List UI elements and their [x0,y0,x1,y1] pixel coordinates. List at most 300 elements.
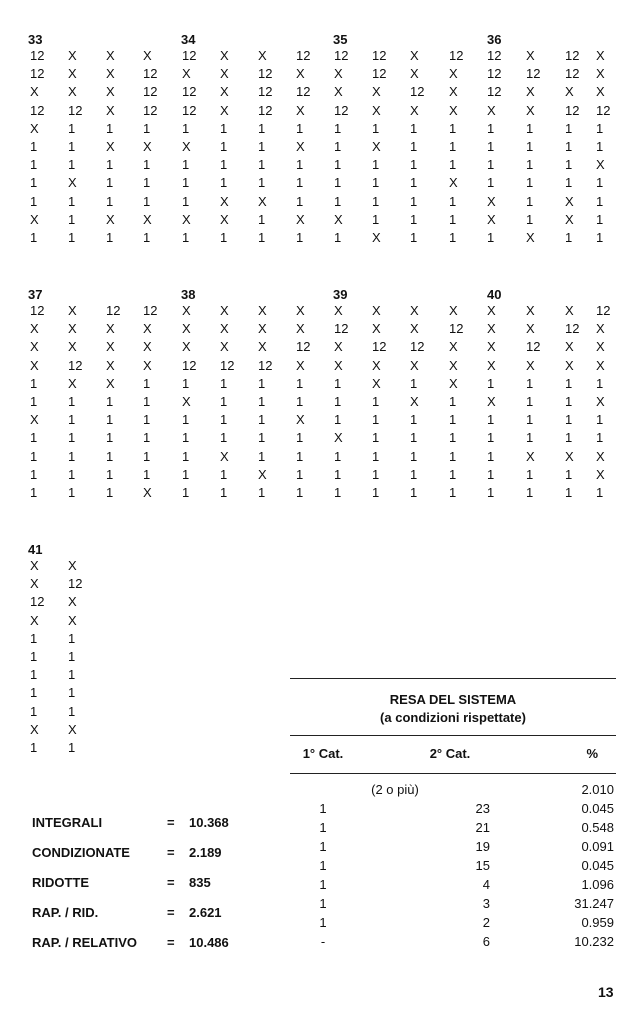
grid-cell: 1 [565,430,573,446]
grid-cell: 12 [30,303,45,318]
equals-sign: = [167,935,175,950]
grid-cell: 1 [372,394,380,409]
summary-value: 10.486 [189,935,229,950]
grid-cell: 1 [487,430,495,446]
resa-cat2: 23 [475,801,490,816]
grid-cell: X [596,339,605,355]
grid-cell: 1 [526,193,534,209]
grid-cell: 12 [565,48,580,63]
grid-cell: 1 [449,230,457,245]
grid-cell: 1 [487,120,495,136]
grid-cell: 1 [106,430,114,446]
grid-cell: 1 [182,120,190,136]
grid-cell: 1 [334,157,342,173]
grid-cell: 1 [372,193,380,209]
grid-cell: X [182,394,191,409]
resa-row [290,858,616,877]
grid-cell: 12 [220,357,235,373]
grid-cell: X [182,211,191,227]
grid-cell: X [258,339,267,355]
grid-cell: 1 [296,375,304,391]
grid-cell: X [565,193,574,209]
grid-cell: 1 [487,448,495,464]
grid-cell: 1 [30,230,38,245]
grid-cell: 1 [565,466,573,482]
resa-cat1: 1 [319,896,327,911]
grid-cell: 1 [68,120,76,136]
grid-cell: 1 [410,120,418,136]
grid-cell: X [143,321,152,337]
grid-cell: X [334,66,343,82]
grid-cell: X [220,339,229,355]
grid-cell: 12 [334,321,349,337]
grid-cell: 1 [106,448,114,464]
summary-value: 835 [189,875,211,890]
grid-cell: 12 [143,303,158,318]
resa-row [290,839,616,858]
resa-pct: 0.548 [581,820,614,835]
grid-cell: 1 [258,375,266,391]
grid-cell: 1 [296,120,304,136]
grid-cell: 1 [258,430,266,446]
grid-cell: 12 [30,66,45,82]
grid-cell: 1 [596,230,604,245]
grid-cell: 1 [68,193,76,209]
grid-cell: 1 [449,139,457,154]
resa-row [290,820,616,839]
page-number: 13 [598,984,614,1000]
grid-cell: 1 [106,193,114,209]
grid-cell: X [258,193,267,209]
grid-cell: 1 [143,412,151,428]
grid-cell: X [449,375,458,391]
grid-cell: 1 [30,430,38,446]
grid-cell: X [30,84,39,100]
resa-pct: 2.010 [581,782,614,797]
grid-cell: 12 [68,102,83,118]
grid-cell: X [596,466,605,482]
grid-cell: X [334,211,343,227]
grid-cell: 1 [565,230,573,245]
grid-cell: X [526,321,535,337]
grid-cell: 12 [526,66,541,82]
grid-cell: 1 [449,394,457,409]
grid-cell: X [487,102,496,118]
grid-cell: 1 [410,448,418,464]
grid-cell: 1 [565,394,573,409]
grid-cell: 12 [68,357,83,373]
equals-sign: = [167,875,175,890]
grid-cell: 1 [182,430,190,446]
grid-cell: X [334,84,343,100]
resa-row [290,915,616,934]
grid-cell: X [143,339,152,355]
resa-title: RESA DEL SISTEMA [389,692,517,707]
grid-cell: X [526,303,535,318]
grid-cell: 1 [526,375,534,391]
grid-cell: X [106,321,115,337]
grid-cell: X [30,612,39,628]
grid-cell: 1 [596,485,604,500]
resa-row [290,877,616,896]
summary-label: RIDOTTE [32,875,90,890]
grid-cell: X [106,211,115,227]
grid-cell: X [410,394,419,409]
grid-cell: 12 [30,48,45,63]
grid-cell: X [106,375,115,391]
grid-cell: X [30,321,39,337]
grid-cell: 1 [182,448,190,464]
grid-cell: 12 [372,339,387,355]
grid-cell: 1 [487,466,495,482]
grid-cell: 12 [449,48,464,63]
grid-cell: 1 [334,448,342,464]
grid-cell: 1 [372,211,380,227]
grid-cell: 1 [30,175,38,191]
resa-cat1: 1 [319,915,327,930]
grid-cell: X [68,594,77,610]
grid-cell: X [449,175,458,191]
column-number: 38 [181,287,196,302]
grid-cell: 1 [334,394,342,409]
grid-cell: 1 [296,448,304,464]
grid-cell: X [30,357,39,373]
resa-cat2: 4 [482,877,490,892]
grid-cell: X [68,48,77,63]
resa-cat1: 1 [319,820,327,835]
grid-cell: 1 [565,157,573,173]
grid-cell: 1 [449,430,457,446]
grid-cell: X [372,375,381,391]
grid-cell: X [334,339,343,355]
grid-cell: X [410,303,419,318]
grid-cell: 1 [372,448,380,464]
grid-cell: 12 [372,48,387,63]
grid-cell: 1 [526,139,534,154]
grid-cell: 12 [258,357,273,373]
resa-row [290,801,616,820]
grid-cell: 1 [30,685,38,701]
grid-cell: X [220,102,229,118]
grid-cell: X [296,66,305,82]
grid-cell: 1 [30,485,38,500]
grid-cell: 1 [596,139,604,154]
grid-cell: 1 [410,375,418,391]
grid-cell: X [565,448,574,464]
grid-cell: 1 [68,649,76,664]
resa-rows [290,801,616,953]
grid-cell: X [182,66,191,82]
grid-cell: X [449,84,458,100]
grid-cell: 1 [68,630,76,646]
grid-cell: X [296,321,305,337]
grid-cell: 1 [334,139,342,154]
grid-cell: 1 [449,412,457,428]
grid-cell: 1 [68,685,76,701]
grid-cell: X [596,48,605,63]
grid-cell: 1 [30,157,38,173]
grid-cell: X [258,466,267,482]
resa-cat2: 2 [482,915,490,930]
grid-cell: X [487,211,496,227]
grid-cell: 1 [449,120,457,136]
grid-cell: 1 [372,157,380,173]
grid-cell: 1 [68,448,76,464]
grid-cell: X [526,102,535,118]
grid-cell: 1 [526,211,534,227]
resa-header-row [290,746,616,765]
resa-pct: 10.232 [574,934,614,949]
grid-cell: X [565,339,574,355]
col-header-cat2: 2° Cat. [429,746,471,761]
grid-cell: X [220,321,229,337]
grid-cell: X [143,357,152,373]
resa-note: (2 o più) [371,782,419,797]
grid-cell: 1 [68,667,76,683]
grid-cell: X [565,357,574,373]
grid-cell: 1 [106,485,114,500]
grid-cell: 1 [68,211,76,227]
grid-cell: 12 [565,66,580,82]
grid-cell: 1 [30,703,38,719]
summary-value: 2.189 [189,845,222,860]
grid-cell: X [68,175,77,191]
grid-cell: X [487,193,496,209]
grid-cell: 12 [296,48,311,63]
grid-cell: 12 [143,102,158,118]
grid-cell: 1 [487,175,495,191]
grid-cell: 1 [449,211,457,227]
grid-cell: 12 [296,84,311,100]
grid-cell: 1 [106,230,114,245]
grid-cell: 1 [258,157,266,173]
grid-cell: X [449,357,458,373]
grid-cell: X [596,84,605,100]
grid-cell: X [106,102,115,118]
grid-cell: 1 [526,394,534,409]
grid-cell: 1 [449,157,457,173]
grid-cell: 1 [372,430,380,446]
grid-cell: 1 [296,193,304,209]
grid-cell: X [30,412,39,428]
grid-cell: 1 [410,193,418,209]
grid-cell: 1 [334,466,342,482]
column-number: 36 [487,32,502,47]
grid-cell: X [220,303,229,318]
grid-cell: 1 [30,466,38,482]
grid-cell: 1 [143,430,151,446]
grid-cell: 1 [30,394,38,409]
equals-sign: = [167,845,175,860]
grid-cell: X [372,303,381,318]
grid-cell: 1 [182,466,190,482]
grid-cell: 1 [258,485,266,500]
grid-cell: 12 [258,66,273,82]
grid-cell: X [410,321,419,337]
grid-cell: 1 [143,157,151,173]
grid-cell: 1 [596,175,604,191]
grid-cell: 1 [449,448,457,464]
resa-subtitle: (a condizioni rispettate) [380,710,526,725]
grid-cell: 12 [30,102,45,118]
grid-cell: 1 [258,139,266,154]
grid-cell: 1 [258,230,266,245]
grid-cell: X [596,66,605,82]
grid-cell: 1 [596,375,604,391]
grid-cell: 1 [30,630,38,646]
resa-cat1: 1 [319,801,327,816]
grid-cell: X [68,321,77,337]
grid-cell: 1 [143,394,151,409]
resa-pct: 31.247 [574,896,614,911]
grid-cell: X [565,303,574,318]
grid-cell: 1 [182,175,190,191]
grid-cell: 1 [526,120,534,136]
grid-cell: 12 [449,321,464,337]
grid-cell: X [296,211,305,227]
grid-cell: 12 [526,339,541,355]
grid-cell: X [30,576,39,592]
column-number: 40 [487,287,502,302]
grid-cell: 12 [565,102,580,118]
grid-cell: X [220,84,229,100]
grid-cell: X [449,339,458,355]
grid-cell: 12 [258,102,273,118]
grid-cell: 1 [30,139,38,154]
grid-cell: X [220,193,229,209]
column-number: 41 [28,542,43,557]
grid-cell: 1 [372,485,380,500]
resa-pct: 0.045 [581,801,614,816]
summary-label: INTEGRALI [32,815,103,830]
grid-cell: X [526,448,535,464]
grid-cell: 12 [372,66,387,82]
resa-cat2: 19 [475,839,490,854]
equals-sign: = [167,815,175,830]
grid-cell: 12 [296,339,311,355]
grid-cell: 12 [487,66,502,82]
grid-cell: X [565,84,574,100]
column-number: 34 [181,32,196,47]
grid-cell: X [526,84,535,100]
grid-cell: 1 [449,485,457,500]
grid-cell: 1 [410,139,418,154]
grid-cell: X [30,339,39,355]
resa-row [290,896,616,915]
summary-label: CONDIZIONATE [32,845,130,860]
grid-cell: 12 [30,594,45,610]
grid-cell: X [182,303,191,318]
grid-cell: 1 [487,485,495,500]
grid-cell: X [372,321,381,337]
grid-cell: X [258,48,267,63]
grid-cell: 1 [526,175,534,191]
grid-cell: X [449,303,458,318]
grid-cell: 1 [334,375,342,391]
grid-cell: 1 [106,394,114,409]
grid-cell: 1 [487,230,495,245]
grid-cell: 1 [526,157,534,173]
grid-cell: X [296,357,305,373]
grid-cell: X [372,357,381,373]
grid-cell: 1 [334,175,342,191]
grid-cell: X [449,102,458,118]
resa-cat2: 6 [482,934,490,949]
grid-cell: 1 [68,703,76,719]
grid-cell: X [68,84,77,100]
resa-row-special [290,782,616,801]
grid-cell: 1 [258,412,266,428]
grid-cell: 1 [143,120,151,136]
grid-cell: 1 [449,466,457,482]
grid-cell: 1 [258,211,266,227]
grid-cell: 1 [182,193,190,209]
grid-cell: X [296,412,305,428]
summary-value: 2.621 [189,905,222,920]
grid-cell: 12 [410,84,425,100]
grid-cell: 1 [526,466,534,482]
grid-cell: 1 [68,412,76,428]
column-number: 33 [28,32,43,47]
resa-cat2: 15 [475,858,490,873]
grid-cell: 1 [143,448,151,464]
grid-cell: 1 [220,430,228,446]
grid-cell: X [596,394,605,409]
grid-cell: 1 [596,211,604,227]
grid-cell: 12 [182,84,197,100]
grid-cell: 1 [410,485,418,500]
grid-cell: X [143,211,152,227]
grid-cell: 12 [487,48,502,63]
column-number: 35 [333,32,348,47]
grid-cell: X [30,721,39,737]
grid-cell: X [372,139,381,154]
grid-cell: X [410,66,419,82]
grid-cell: 1 [296,175,304,191]
grid-cell: 1 [258,394,266,409]
grid-cell: 1 [565,412,573,428]
grid-cell: 1 [143,193,151,209]
grid-cell: 1 [68,466,76,482]
grid-cell: X [410,48,419,63]
grid-cell: 1 [106,466,114,482]
grid-cell: 1 [220,412,228,428]
resa-table [290,678,616,953]
grid-cell: 1 [296,485,304,500]
grid-cell: 1 [410,230,418,245]
grid-cell: X [258,303,267,318]
grid-cell: X [220,66,229,82]
grid-cell: 1 [258,175,266,191]
grid-cell: X [182,321,191,337]
resa-pct: 0.959 [581,915,614,930]
grid-cell: 1 [296,230,304,245]
grid-cell: 1 [410,211,418,227]
grid-cell: 12 [68,576,83,592]
col-header-cat1: 1° Cat. [302,746,344,761]
grid-cell: X [106,339,115,355]
grid-cell: 1 [526,430,534,446]
grid-cell: 1 [143,230,151,245]
grid-cell: 1 [296,157,304,173]
grid-cell: 1 [182,485,190,500]
grid-cell: X [334,303,343,318]
grid-cell: 1 [143,466,151,482]
grid-cell: X [30,120,39,136]
grid-cell: 12 [596,303,611,318]
grid-cell: 1 [106,157,114,173]
grid-cell: 12 [106,303,121,318]
